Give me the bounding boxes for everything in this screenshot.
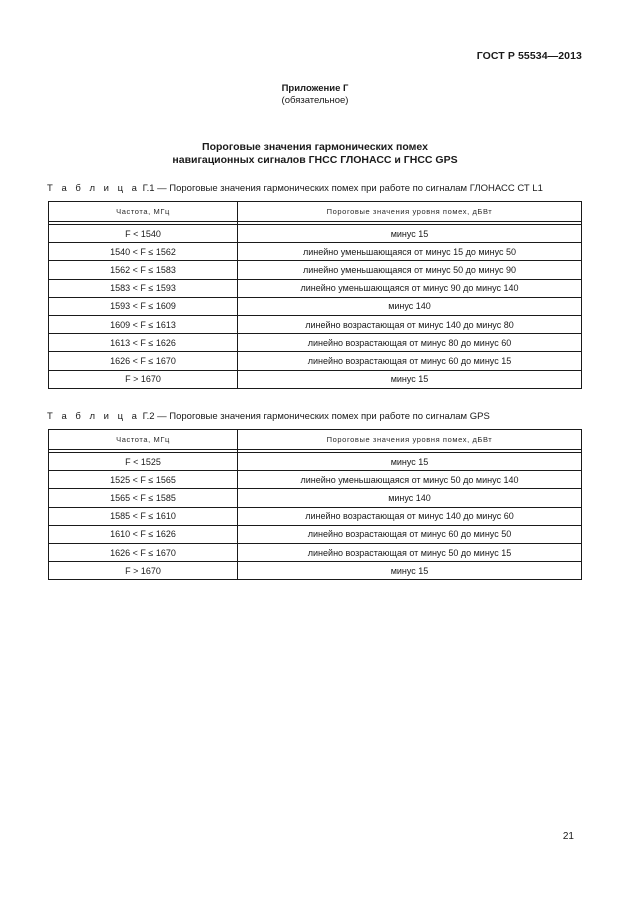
table-row (49, 471, 582, 489)
frequency-cell: 1525 < F ≤ 1565 (49, 471, 238, 489)
table-row (49, 352, 582, 370)
table-row (49, 261, 582, 279)
frequency-cell: 1613 < F ≤ 1626 (49, 334, 238, 352)
threshold-cell: линейно возрастающая от минус 60 до минус 15 (238, 352, 582, 370)
table-row (49, 543, 582, 561)
table2-caption-text: Г.2 — Пороговые значения гармонических помех при работе по сигналам GPS (142, 411, 490, 422)
table2-header-row (49, 430, 582, 450)
frequency-cell: F > 1670 (49, 370, 238, 388)
table2 (48, 429, 582, 580)
frequency-cell: 1585 < F ≤ 1610 (49, 507, 238, 525)
frequency-cell: 1626 < F ≤ 1670 (49, 543, 238, 561)
table-row (49, 279, 582, 297)
table-row (49, 315, 582, 333)
annex-status: (обязательное) (281, 95, 349, 106)
table1 (48, 201, 582, 389)
table1-col-frequency: Частота, МГц (49, 202, 238, 222)
table2-caption (47, 411, 490, 422)
threshold-cell: минус 15 (238, 370, 582, 388)
annex-heading (0, 83, 630, 107)
table-row (49, 225, 582, 243)
table2-body (49, 450, 582, 580)
frequency-cell: 1626 < F ≤ 1670 (49, 352, 238, 370)
frequency-cell: F < 1525 (49, 453, 238, 471)
table-row (49, 562, 582, 580)
frequency-cell: 1565 < F ≤ 1585 (49, 489, 238, 507)
threshold-cell: линейно возрастающая от минус 140 до минус 80 (238, 315, 582, 333)
table1-caption (47, 183, 543, 194)
threshold-cell: минус 15 (238, 562, 582, 580)
threshold-cell: минус 140 (238, 297, 582, 315)
table-row (49, 507, 582, 525)
table2-col-frequency: Частота, МГц (49, 430, 238, 450)
threshold-cell: линейно уменьшающаяся от минус 90 до минус 140 (238, 279, 582, 297)
frequency-cell: 1583 < F ≤ 1593 (49, 279, 238, 297)
table1-caption-prefix: Т а б л и ц а (47, 183, 140, 194)
document-title-line-1: Пороговые значения гармонических помех (202, 141, 428, 153)
threshold-cell: линейно возрастающая от минус 140 до минус 60 (238, 507, 582, 525)
threshold-cell: минус 15 (238, 225, 582, 243)
threshold-cell: линейно уменьшающаяся от минус 50 до минус 140 (238, 471, 582, 489)
table-row (49, 243, 582, 261)
table-row (49, 334, 582, 352)
table1-caption-text: Г.1 — Пороговые значения гармонических помех при работе по сигналам ГЛОНАСС СТ L1 (142, 183, 543, 194)
threshold-cell: линейно возрастающая от минус 50 до минус 15 (238, 543, 582, 561)
standard-designation: ГОСТ Р 55534—2013 (476, 50, 582, 62)
frequency-cell: 1562 < F ≤ 1583 (49, 261, 238, 279)
frequency-cell: 1610 < F ≤ 1626 (49, 525, 238, 543)
table-row (49, 453, 582, 471)
threshold-cell: минус 15 (238, 453, 582, 471)
threshold-cell: линейно возрастающая от минус 80 до минус 60 (238, 334, 582, 352)
table-row (49, 370, 582, 388)
table1-col-threshold: Пороговые значения уровня помех, дБВт (238, 202, 582, 222)
document-title (0, 141, 630, 167)
table2-col-threshold: Пороговые значения уровня помех, дБВт (238, 430, 582, 450)
frequency-cell: F < 1540 (49, 225, 238, 243)
table2-caption-prefix: Т а б л и ц а (47, 411, 140, 422)
table-row (49, 297, 582, 315)
threshold-cell: минус 140 (238, 489, 582, 507)
frequency-cell: 1609 < F ≤ 1613 (49, 315, 238, 333)
threshold-cell: линейно уменьшающаяся от минус 50 до минус 90 (238, 261, 582, 279)
frequency-cell: 1593 < F ≤ 1609 (49, 297, 238, 315)
threshold-cell: линейно возрастающая от минус 60 до минус 50 (238, 525, 582, 543)
table-row (49, 525, 582, 543)
threshold-cell: линейно уменьшающаяся от минус 15 до минус 50 (238, 243, 582, 261)
document-title-line-2: навигационных сигналов ГНСС ГЛОНАСС и ГНСС GPS (172, 154, 458, 166)
table1-header-row (49, 202, 582, 222)
table1-body (49, 222, 582, 389)
table-row (49, 489, 582, 507)
annex-title: Приложение Г (281, 83, 349, 94)
page-number: 21 (562, 831, 574, 842)
frequency-cell: F > 1670 (49, 562, 238, 580)
frequency-cell: 1540 < F ≤ 1562 (49, 243, 238, 261)
